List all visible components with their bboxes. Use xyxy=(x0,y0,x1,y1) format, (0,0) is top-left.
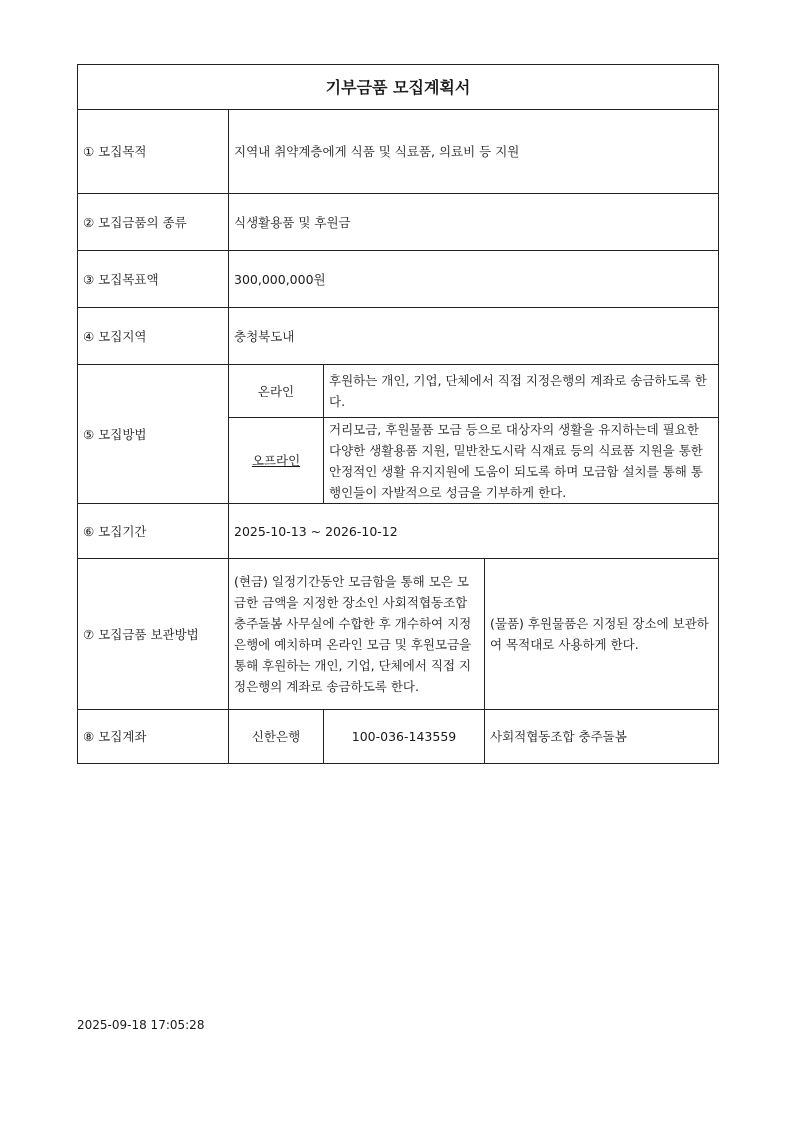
target-label: ③ 모집목표액 xyxy=(78,251,229,308)
method-label: ⑤ 모집방법 xyxy=(78,365,229,504)
target-value: 300,000,000원 xyxy=(229,251,719,308)
storage-goods: (물품) 후원물품은 지정된 장소에 보관하여 목적대로 사용하게 한다. xyxy=(485,559,719,710)
plan-table xyxy=(77,64,719,764)
region-value: 충청북도내 xyxy=(229,308,719,365)
offline-label-cell xyxy=(229,418,324,504)
region-label: ④ 모집지역 xyxy=(78,308,229,365)
period-value: 2025-10-13 ~ 2026-10-12 xyxy=(229,504,719,559)
print-timestamp: 2025-09-18 17:05:28 xyxy=(77,1018,205,1032)
type-label: ② 모집금품의 종류 xyxy=(78,194,229,251)
type-value: 식생활용품 및 후원금 xyxy=(229,194,719,251)
online-label: 온라인 xyxy=(229,365,324,418)
account-bank: 신한은행 xyxy=(229,710,324,764)
purpose-label: ① 모집목적 xyxy=(78,110,229,194)
period-label: ⑥ 모집기간 xyxy=(78,504,229,559)
account-label: ⑧ 모집계좌 xyxy=(78,710,229,764)
offline-label: 오프라인 xyxy=(251,453,301,468)
storage-cash: (현금) 일정기간동안 모금함을 통해 모은 모금한 금액을 지정한 장소인 사회적협동조합 충주돌봄 사무실에 수합한 후 개수하여 지정은행에 예치하며 온라인 모금 및 후원모금을 통해 후원하는 개인, 기업, 단체에서 직접 지정은행의 계좌로 송금하도록 한다. xyxy=(229,559,485,710)
storage-label: ⑦ 모집금품 보관방법 xyxy=(78,559,229,710)
online-value: 후원하는 개인, 기업, 단체에서 직접 지정은행의 계좌로 송금하도록 한다. xyxy=(324,365,719,418)
offline-value: 거리모금, 후원물품 모금 등으로 대상자의 생활을 유지하는데 필요한 다양한 생활용품 지원, 밑반찬도시락 식재료 등의 식료품 지원을 통한 안정적인 생활 유지지원에 도움이 되도록 하며 모금함 설치를 통해 통행인들이 자발적으로 성금을 기부하게 한다. xyxy=(324,418,719,504)
account-number: 100-036-143559 xyxy=(324,710,485,764)
document-title: 기부금품 모집계획서 xyxy=(78,65,719,110)
purpose-value: 지역내 취약계층에게 식품 및 식료품, 의료비 등 지원 xyxy=(229,110,719,194)
account-holder: 사회적협동조합 충주돌봄 xyxy=(485,710,719,764)
